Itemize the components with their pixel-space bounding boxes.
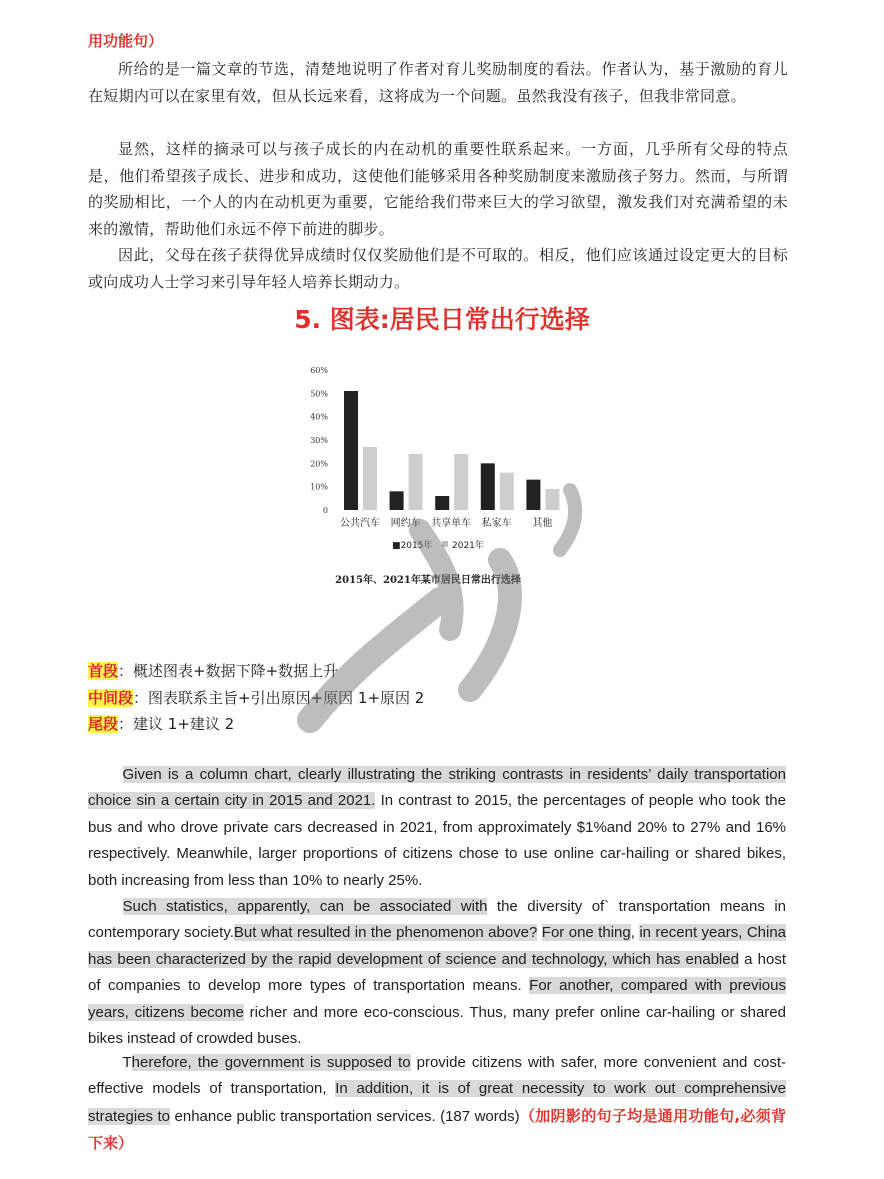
outline-middle-paragraph — [88, 687, 424, 708]
y-tick-label: 30% — [310, 436, 328, 445]
english-paragraph-1 — [88, 762, 786, 894]
bar-2021 — [454, 454, 468, 510]
section-title: 5. 图表:居民日常出行选择 — [294, 305, 590, 334]
legend-2015: ■2015年 — [392, 541, 433, 551]
english-paragraph-3 — [88, 1050, 786, 1158]
outline-text-first: ：概述图表+数据下降+数据上升 — [118, 662, 339, 680]
bar-2021 — [409, 454, 423, 510]
y-tick-label: 40% — [310, 412, 328, 422]
bar-2021 — [500, 473, 514, 510]
bar-2015 — [526, 480, 540, 510]
highlight-sentence: in recent years, China has been characterized by the rapid development of science and technology, which has enabled — [88, 924, 787, 968]
plain-text: T — [122, 1054, 132, 1071]
bar-2015 — [435, 496, 449, 510]
y-tick-label: 20% — [310, 459, 328, 469]
x-category-label: 网约车 — [390, 518, 421, 529]
plain-text: In contrast to 2015, the percentages of people who took the bus and who drove private cars decreased in 2021, from approximately $1%and 20% to 27% and 16% respectively. Meanwhile, larger proportions of citizens chose to use online car-hailing or shared bikes, both increasing from less than 10% to nearly 25%. — [88, 792, 786, 889]
outline-label-first: 首段 — [88, 662, 119, 680]
highlight-sentence: For another, compared with previous years, citizens become — [88, 977, 786, 1021]
outline-label-middle: 中间段 — [88, 689, 134, 707]
outline-first-paragraph — [88, 660, 338, 681]
chinese-paragraph-2: 显然，这样的摘录可以与孩子成长的内在动机的重要性联系起来。一方面，几乎所有父母的特点是，他们希望孩子成长、进步和成功，这使他们能够采用各种奖励制度来激励孩子努力。然而，与所谓的奖励相比，一个人的内在动机更为重要，它能给我们带来巨大的学习欲望，激发我们对充满希望的未来的激情，帮助他们永远不停下前进的脚步。 — [88, 140, 788, 238]
top-note: 用功能句） — [88, 32, 164, 50]
chinese-paragraph-3: 因此，父母在孩子获得优异成绩时仅仅奖励他们是不可取的。相反，他们应该通过设定更大的目标或向成功人士学习来引导年轻人培养长期动力。 — [88, 246, 788, 291]
outline-text-last: ：建议 1+建议 2 — [118, 715, 235, 733]
plain-text: enhance public transportation services. (187 words) — [170, 1107, 520, 1125]
bar-2015 — [481, 463, 495, 510]
bar-2021 — [545, 489, 559, 510]
chinese-paragraph-1: 所给的是一篇文章的节选，清楚地说明了作者对育儿奖励制度的看法。作者认为，基于激励的育儿在短期内可以在家里有效，但从长远来看，这将成为一个问题。虽然我没有孩子，但我非常同意。 — [88, 60, 788, 105]
x-category-label: 私家车 — [481, 518, 512, 529]
bar-2015 — [390, 491, 404, 510]
y-tick-label: 60% — [310, 366, 328, 375]
plain-text: a host of companies to develop more types of transportation means. — [88, 950, 787, 995]
legend-2021: 2021年 — [452, 541, 484, 551]
plain-text: provide citizens with safer, more convenient and cost-effective models of transportation, — [88, 1054, 786, 1098]
bar-2021 — [363, 447, 377, 510]
bar-chart — [300, 358, 570, 598]
plain-text: , — [630, 924, 640, 942]
y-tick-label: 0 — [322, 506, 328, 515]
plain-text: the diversity of` transportation means in contemporary society. — [88, 898, 786, 942]
highlight-sentence: Such statistics, apparently, can be associated with — [122, 898, 488, 915]
highlight-sentence: herefore, the government is supposed to — [131, 1054, 411, 1071]
english-paragraph-2 — [88, 894, 786, 1052]
x-category-label: 共享单车 — [431, 518, 472, 529]
y-tick-label: 10% — [310, 482, 328, 492]
memorize-note: （加阴影的句子均是通用功能句,必须背下来） — [88, 1106, 786, 1153]
x-category-label: 其他 — [532, 518, 553, 529]
y-tick-label: 50% — [310, 389, 328, 399]
highlight-sentence: In addition, it is of great necessity to work out comprehensive strategies to — [88, 1080, 786, 1125]
bar-2015 — [344, 391, 358, 510]
highlight-sentence: Given is a column chart, clearly illustrating the striking contrasts in residents’ daily transportation choice sin a certain city in 2015 and 2021. — [88, 766, 786, 810]
chart-title: 2015年、2021年某市居民日常出行选择 — [335, 575, 521, 586]
outline-text-middle: ：图表联系主旨+引出原因+原因 1+原因 2 — [133, 689, 425, 707]
plain-text: richer and more eco-conscious. Thus, many prefer online car-hailing or shared bikes instead of crowded buses. — [88, 1003, 786, 1048]
x-category-label: 公共汽车 — [340, 518, 380, 529]
outline-label-last: 尾段 — [88, 715, 119, 733]
highlight-sentence: But what resulted in the phenomenon above? — [233, 924, 538, 942]
legend-swatch-2021 — [442, 541, 448, 547]
outline-last-paragraph — [88, 713, 234, 734]
highlight-sentence: For one thing — [541, 924, 631, 942]
